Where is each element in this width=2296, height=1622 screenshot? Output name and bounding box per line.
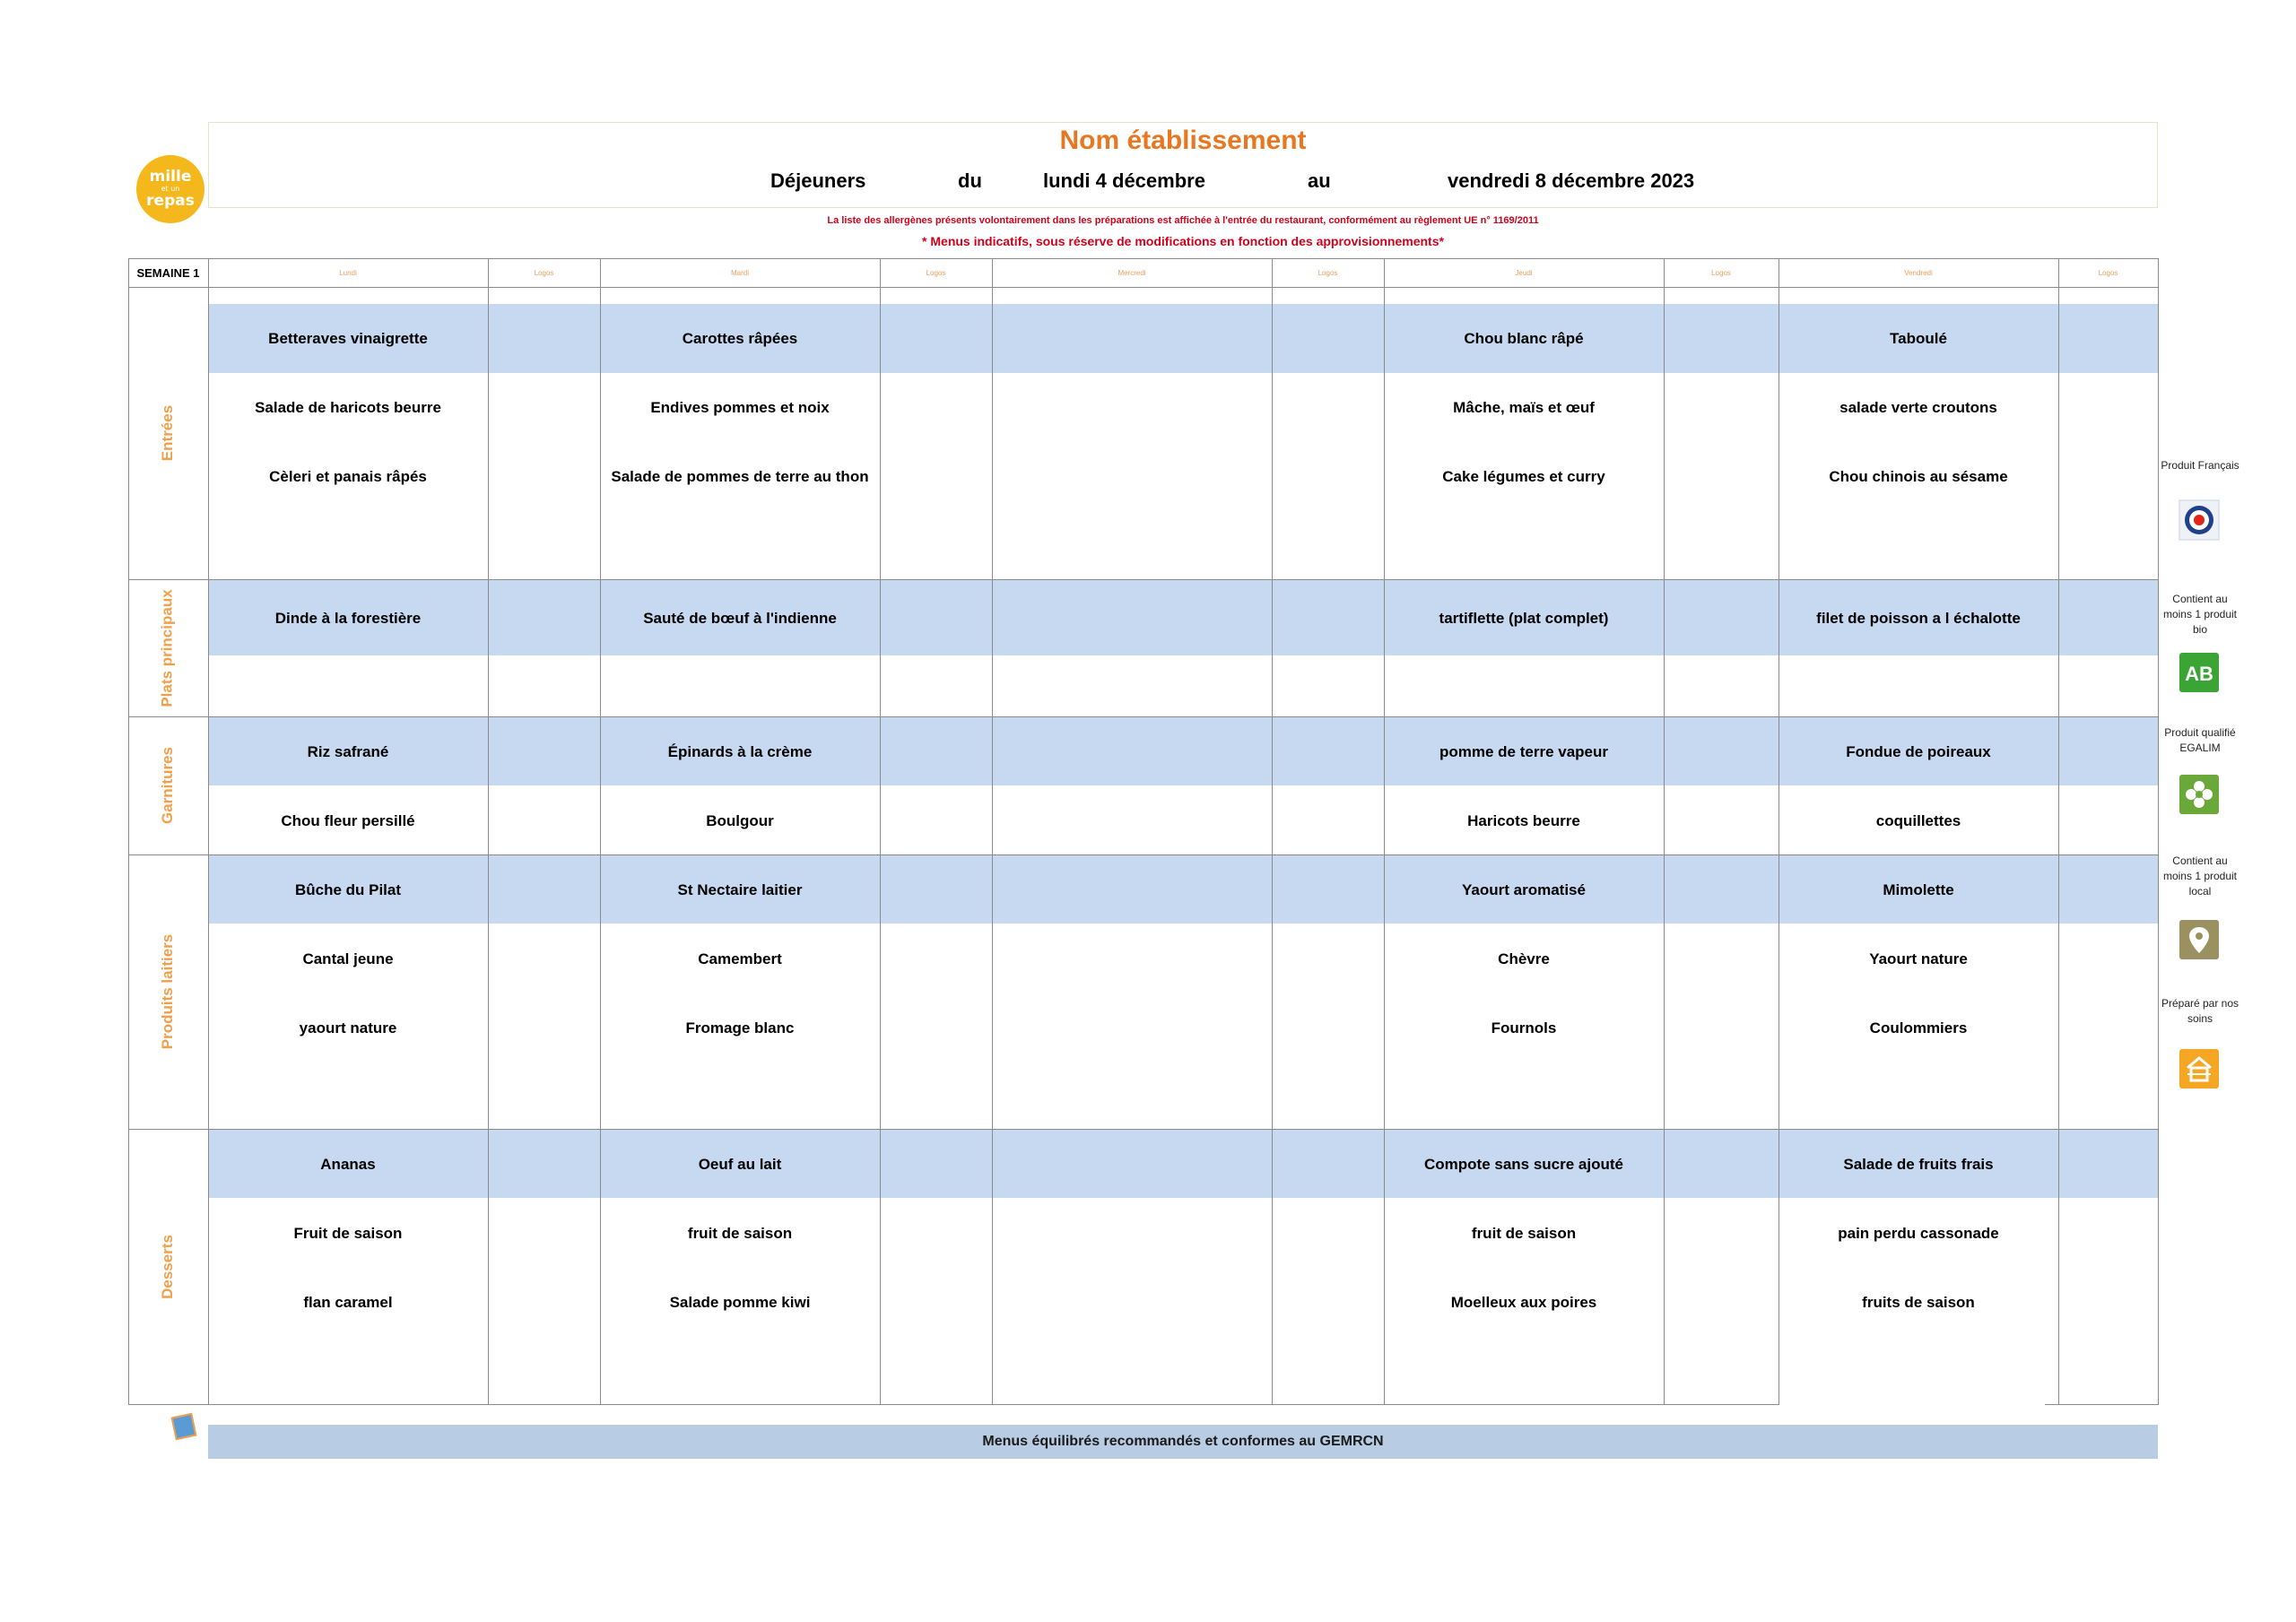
from-label: du — [958, 169, 982, 192]
category-label: Entrées — [159, 404, 176, 462]
ab-organic-icon — [2178, 651, 2221, 694]
menu-item: Cèleri et panais râpés — [269, 468, 427, 485]
indicative-notice: * Menus indicatifs, sous réserve de modifications en fonction des approvisionnements* — [922, 234, 1444, 248]
menu-item: Fromage blanc — [685, 1019, 795, 1037]
menu-item: pomme de terre vapeur — [1439, 743, 1608, 760]
menu-item: Sauté de bœuf à l'indienne — [643, 610, 837, 627]
gemrcn-icon — [171, 1413, 197, 1440]
french-flag-icon — [2178, 499, 2221, 542]
menu-item: tartiflette (plat complet) — [1439, 610, 1609, 627]
grid-line — [128, 854, 2159, 855]
week-label: SEMAINE 1 — [136, 265, 200, 280]
col-header-logos: Logos — [534, 268, 554, 277]
logo-text-3: repas — [146, 192, 195, 210]
location-pin-icon — [2178, 918, 2221, 961]
legend-label: Contient au moins 1 produit local — [2162, 854, 2238, 898]
menu-item: filet de poisson a l échalotte — [1816, 610, 2021, 627]
legend-label: Préparé par nos soins — [2161, 997, 2239, 1025]
from-date: lundi 4 décembre — [1043, 169, 1205, 192]
menu-item: Ananas — [320, 1156, 376, 1173]
category-garnitures — [128, 716, 207, 854]
menu-item: Endives pommes et noix — [650, 399, 830, 416]
menu-item: fruit de saison — [1471, 1225, 1577, 1242]
svg-text:AB: AB — [2185, 663, 2213, 685]
menu-item: Cantal jeune — [302, 950, 394, 967]
col-header-logos: Logos — [926, 268, 946, 277]
logo-text-2: et un — [161, 185, 180, 193]
menu-item: Cake légumes et curry — [1442, 468, 1605, 485]
menu-item: yaourt nature — [299, 1019, 397, 1037]
menu-item: Camembert — [698, 950, 782, 967]
menu-item: Salade pomme kiwi — [669, 1294, 811, 1311]
menu-item: St Nectaire laitier — [677, 881, 803, 898]
meal-type: Déjeuners — [770, 169, 866, 192]
menu-item: Fruit de saison — [293, 1225, 403, 1242]
menu-item: Riz safrané — [307, 743, 389, 760]
col-header-logos: Logos — [2098, 268, 2118, 277]
grid-line — [2058, 258, 2059, 1404]
allergen-notice: La liste des allergènes présents volontairement dans les préparations est affichée à l'entrée du restaurant, conformément au règlement UE n° 1169/2011 — [827, 215, 1539, 226]
egalim-flower-icon — [2178, 773, 2221, 816]
legend-label: Produit qualifié EGALIM — [2164, 726, 2236, 754]
menu-item: Salade de pommes de terre au thon — [611, 468, 869, 485]
col-header-logos: Logos — [1318, 268, 1338, 277]
menu-item: Coulommiers — [1869, 1019, 1968, 1037]
grid-line — [128, 1129, 2159, 1130]
menu-item: Moelleux aux poires — [1450, 1294, 1597, 1311]
grid-line — [2045, 1404, 2159, 1405]
menu-item: Betteraves vinaigrette — [268, 330, 428, 347]
menu-item: flan caramel — [303, 1294, 393, 1311]
category-label: Produits laitiers — [159, 933, 177, 1050]
menu-item: Épinards à la crème — [667, 743, 813, 760]
menu-item: Dinde à la forestière — [274, 610, 422, 627]
menu-item: Mimolette — [1883, 881, 1954, 898]
category-label: Desserts — [158, 1234, 176, 1299]
menu-item: Fournols — [1491, 1019, 1557, 1037]
menu-item: Boulgour — [706, 812, 774, 829]
grid-line — [128, 287, 2159, 288]
category-label: Garnitures — [158, 747, 176, 824]
col-header-mardi: Mardi — [730, 268, 749, 277]
establishment-name: Nom établissement — [1059, 126, 1307, 155]
menu-item: Compote sans sucre ajouté — [1423, 1156, 1623, 1173]
menu-item: Bûche du Pilat — [294, 881, 402, 898]
menu-item: Salade de fruits frais — [1843, 1156, 1994, 1173]
col-header-mercredi: Mercredi — [1118, 268, 1146, 277]
menu-item: salade verte croutons — [1839, 399, 1997, 416]
col-header-vendredi: Vendredi — [1904, 268, 1933, 277]
menu-item: Salade de haricots beurre — [255, 399, 441, 416]
legend-label: Produit Français — [2161, 459, 2239, 472]
grid-line — [1272, 258, 1273, 1404]
menu-item: coquillettes — [1875, 812, 1961, 829]
house-icon — [2178, 1047, 2221, 1090]
menu-item: Carottes râpées — [682, 330, 798, 347]
col-header-lundi: Lundi — [339, 268, 357, 277]
category-label: Plats principaux — [159, 588, 177, 707]
col-header-jeudi: Jeudi — [1515, 268, 1533, 277]
grid-line — [1664, 258, 1665, 1404]
grid-line — [128, 716, 2159, 717]
menu-item: Mâche, maïs et œuf — [1453, 399, 1595, 416]
legend-label: Contient au moins 1 produit bio — [2162, 593, 2238, 636]
menu-item: Haricots beurre — [1467, 812, 1580, 829]
gemrcn-footer: Menus équilibrés recommandés et conformes au GEMRCN — [208, 1425, 2158, 1459]
menu-item: Chou chinois au sésame — [1829, 468, 2008, 485]
grid-line — [128, 1404, 1779, 1405]
menu-item: Fondue de poireaux — [1846, 743, 1991, 760]
category-laitiers — [128, 854, 207, 1129]
logo-text-1: mille — [149, 168, 192, 186]
grid-line — [128, 579, 2159, 580]
menu-item: Oeuf au lait — [698, 1156, 782, 1173]
to-date: vendredi 8 décembre 2023 — [1448, 169, 1695, 192]
col-header-logos: Logos — [1711, 268, 1731, 277]
grid-line — [2158, 258, 2159, 1404]
category-plats — [128, 579, 207, 716]
grid-line — [488, 258, 489, 1404]
menu-item: Yaourt nature — [1869, 950, 1968, 967]
menu-item: Chèvre — [1498, 950, 1550, 967]
category-entrees — [128, 287, 207, 579]
grid-line — [880, 258, 881, 1404]
menu-item: Chou fleur persillé — [281, 812, 415, 829]
menu-item: fruit de saison — [687, 1225, 793, 1242]
menu-item: Taboulé — [1890, 330, 1947, 347]
menu-item: fruits de saison — [1862, 1294, 1975, 1311]
menu-item: pain perdu cassonade — [1838, 1225, 1999, 1242]
menu-item: Yaourt aromatisé — [1462, 881, 1586, 898]
grid-line — [992, 258, 993, 1404]
category-desserts — [128, 1129, 207, 1404]
to-label: au — [1308, 169, 1331, 192]
menu-item: Chou blanc râpé — [1464, 330, 1584, 347]
